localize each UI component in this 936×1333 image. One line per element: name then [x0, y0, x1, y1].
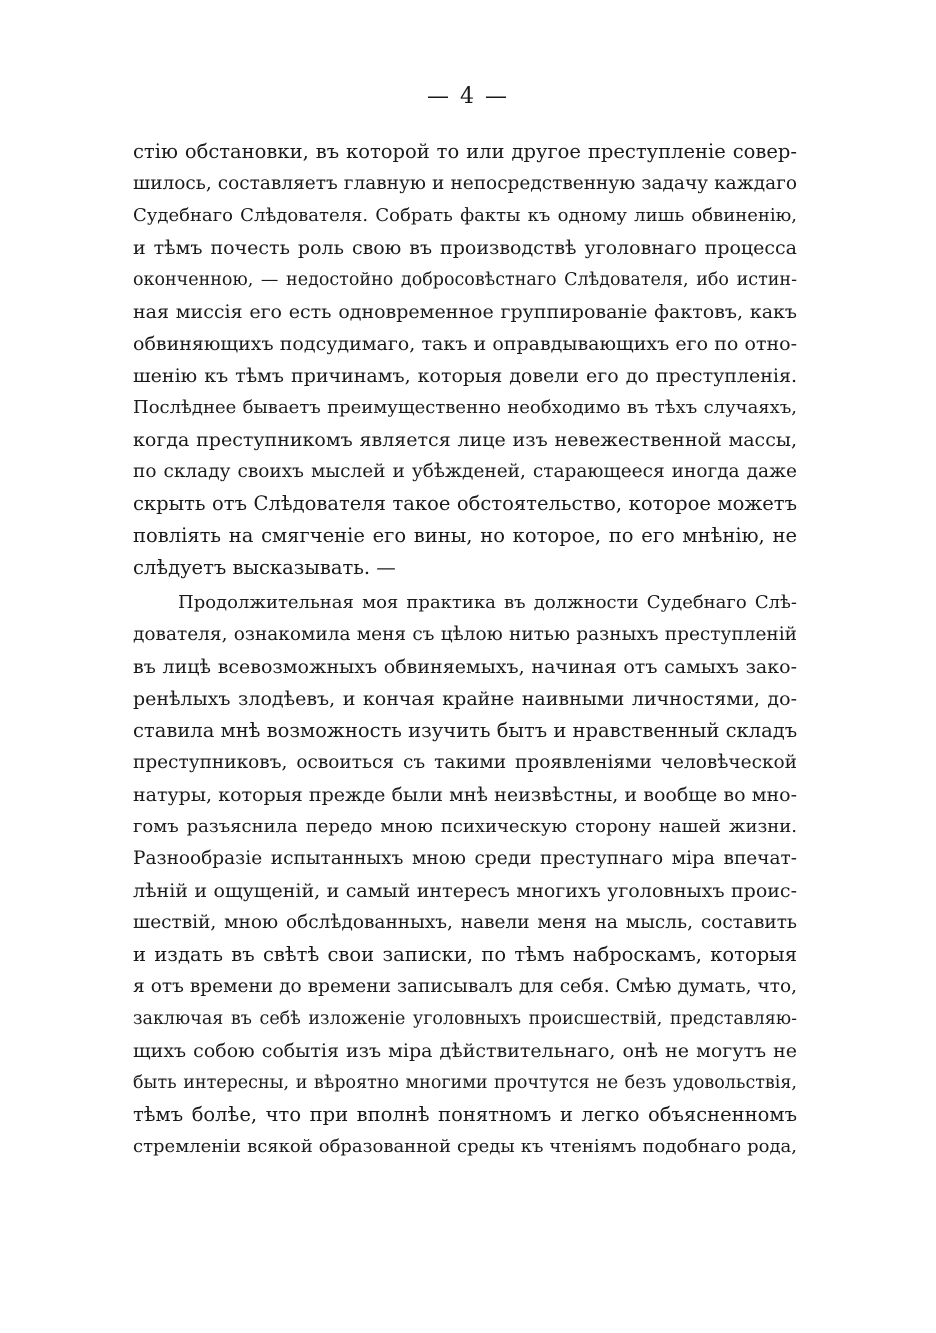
body-text [133, 136, 797, 1163]
text-line: обвиняющихъ подсудимаго, такъ и оправдывающихъ его по отно- [133, 333, 797, 355]
text-line: шествій, мною обслѣдованныхъ, навели меня на мысль, составить [133, 912, 797, 933]
text-line: и тѣмъ почесть роль свою въ производствѣ уголовнаго процесса [133, 237, 797, 259]
text-line: стію обстановки, въ которой то или другое преступленіе совер- [133, 140, 797, 163]
text-line: лѣній и ощущеній, и самый интересъ многихъ уголовныхъ проис- [133, 880, 797, 902]
paragraph-2 [133, 587, 797, 1163]
text-line: слѣдуетъ высказывать. — [133, 556, 396, 579]
text-line: стремленіи всякой образованной среды къ чтеніямъ подобнаго рода, [133, 1136, 797, 1157]
text-line: я отъ времени до времени записывалъ для себя. Смѣю думать, что, [133, 976, 797, 997]
text-line: Послѣднее бываетъ преимущественно необходимо въ тѣхъ случаяхъ, [133, 397, 797, 418]
text-line: шилось, составляетъ главную и непосредственную задачу каждаго [133, 173, 797, 194]
text-line: когда преступникомъ является лице изъ невежественной массы, [133, 429, 797, 451]
text-line: ренѣлыхъ злодѣевъ, и кончая крайне наивными личностями, до- [133, 688, 797, 710]
text-line: дователя, ознакомила меня съ цѣлою нитью разныхъ преступленій [133, 624, 797, 645]
text-line: скрыть отъ Слѣдователя такое обстоятельство, которое можетъ [133, 492, 797, 515]
text-line: Разнообразіе испытанныхъ мною среди преступнаго міра впечат- [133, 848, 797, 869]
text-line: гомъ разъяснила передо мною психическую сторону нашей жизни. [133, 816, 797, 837]
text-line: тѣмъ болѣе, что при вполнѣ понятномъ и легко объясненномъ [133, 1103, 797, 1126]
text-line: быть интересны, и вѣроятно многими прочтутся не безъ удовольствія, [133, 1073, 797, 1093]
page-number: — 4 — [427, 84, 509, 109]
text-line: заключая въ себѣ изложеніе уголовныхъ происшествій, представляю- [133, 1009, 797, 1029]
text-line: ставила мнѣ возможность изучить бытъ и нравственный складъ [133, 719, 797, 742]
text-line: Продолжительная моя практика въ должности Судебнаго Слѣ- [178, 592, 797, 613]
text-line: шенію къ тѣмъ причинамъ, которыя довели его до преступленія. [133, 365, 797, 387]
text-line: Судебнаго Слѣдователя. Собрать факты къ одному лишь обвиненію, [133, 205, 797, 226]
text-line: въ лицѣ всевозможныхъ обвиняемыхъ, начиная отъ самыхъ зако- [133, 656, 797, 678]
text-line: и издать въ свѣтѣ свои записки, по тѣмъ наброскамъ, которыя [133, 943, 797, 966]
text-line: натуры, которыя прежде были мнѣ неизвѣстны, и вообще во мно- [133, 784, 797, 806]
text-line: оконченною, — недостойно добросовѣстнаго Слѣдователя, ибо истин- [133, 270, 797, 290]
text-line: преступниковъ, освоиться съ такими проявленіями человѣческой [133, 752, 797, 773]
text-line: щихъ собою событія изъ міра дѣйствительнаго, онѣ не могутъ не [133, 1040, 797, 1062]
text-line: ная миссія его есть одновременное группированіе фактовъ, какъ [133, 301, 797, 323]
paragraph-1 [133, 136, 797, 584]
text-line: повліять на смягченіе его вины, но которое, по его мнѣнію, не [133, 524, 797, 547]
text-line: по складу своихъ мыслей и убѣжденей, старающееся иногда даже [133, 461, 797, 482]
